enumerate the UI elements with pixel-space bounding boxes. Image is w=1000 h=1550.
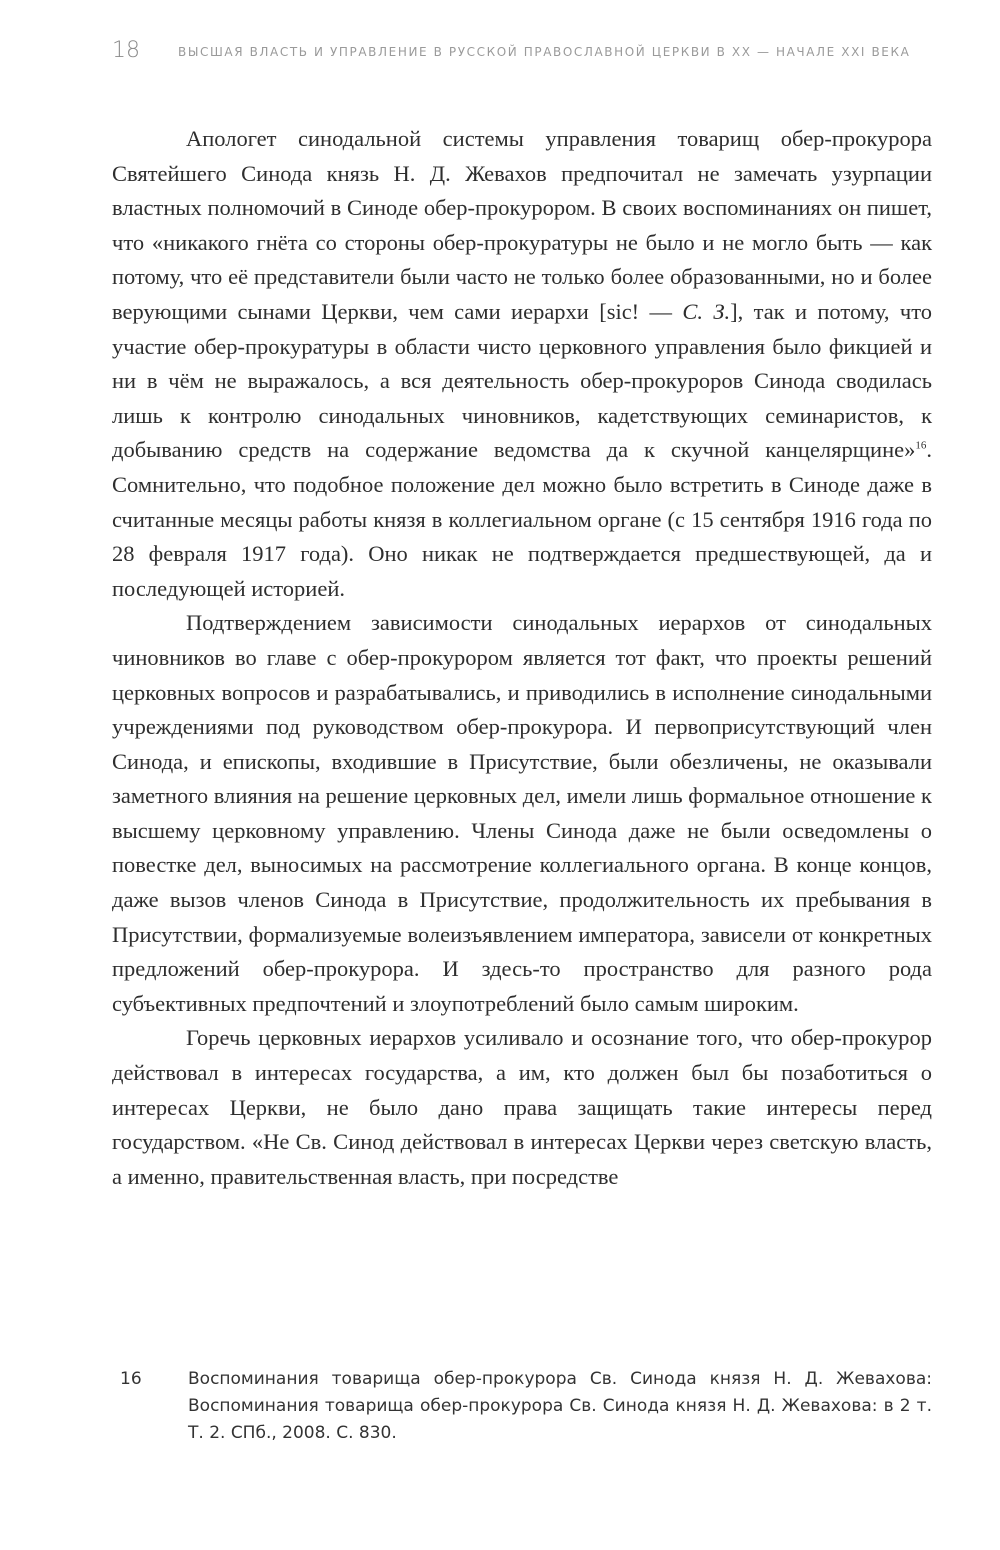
paragraph-text: . Сомнительно, что подобное положение дел можно было встретить в Синоде даже в считанные месяцы работы князя в коллегиальном органе (с 15 сентября 1916 года по 28 февраля 1917 года). Оно никак не подтверждается предшествующей, да и последующей историей. — [112, 437, 932, 601]
running-head: ВЫСШАЯ ВЛАСТЬ И УПРАВЛЕНИЕ В РУССКОЙ ПРАВОСЛАВНОЙ ЦЕРКВИ В ХХ — НАЧАЛЕ XXI ВЕКА — [178, 45, 911, 59]
page-number: 18 — [112, 38, 140, 63]
page-header — [112, 38, 932, 68]
paragraph — [112, 122, 932, 606]
paragraph-text: Апологет синодальной системы управления товарищ обер-прокурора Святейшего Синода князь Н. Д. Жевахов предпочитал не замечать узурпации властных полномочий в Синоде обер-прокурором. В своих воспоминаниях он пишет, что «никакого гнёта со стороны обер-прокуратуры не было и не могло быть — как потому, что её представители были часто не только более образованными, но и более верующими сынами Церкви, чем сами иерархи [sic! — — [112, 126, 932, 324]
main-text — [112, 122, 932, 1194]
author-initials: С. З. — [682, 298, 731, 324]
paragraph: Горечь церковных иерархов усиливало и осознание того, что обер-прокурор действовал в интересах государства, а им, кто должен был бы позаботиться о интересах Церкви, не было дано права защищать такие интересы перед государством. «Не Св. Синод действовал в интересах Церкви через светскую власть, а именно, правительственная власть, при посредстве — [112, 1025, 932, 1189]
paragraph: Подтверждением зависимости синодальных иерархов от синодальных чиновников во главе с обер-прокурором является тот факт, что проекты решений церковных вопросов и разрабатывались, и приводились в исполнение синодальными учреждениями под руководством обер-прокурора. И первоприсутствующий член Синода, и епископы, входившие в Присутствие, были обезличены, не оказывали заметного влияния на решение церковных дел, имели лишь формальное отношение к высшему церковному управлению. Члены Синода даже не были осведомлены о повестке дел, выносимых на рассмотрение коллегиального органа. В конце концов, даже вызов членов Синода в Присутствие, продолжительность их пребывания в Присутствии, формализуемые волеизъявлением императора, зависели от конкретных предложений обер-прокурора. И здесь-то пространство для разного рода субъективных предпочтений и злоупотреблений было самым широким. — [112, 610, 932, 1016]
footnote-text: Воспоминания товарища обер-прокурора Св. Синода князя Н. Д. Жевахова: Воспоминания товарища обер-прокурора Св. Синода князя Н. Д. Жевахова: в 2 т. Т. 2. СПб., 2008. С. 830. — [188, 1369, 932, 1443]
footnote — [112, 1366, 932, 1447]
paragraph-text: ], так и потому, что участие обер-прокуратуры в области чисто церковного управления было фикцией и ни в чём не выражалось, а вся деятельность обер-прокуроров Синода сводилась лишь к контролю синодальных чиновников, кадетствующих семинаристов, к добыванию средств на содержание ведомства да к скучной канцелярщине» — [112, 298, 933, 463]
footnote-number: 16 — [120, 1369, 142, 1389]
footnote-ref[interactable]: 16 — [915, 439, 927, 452]
